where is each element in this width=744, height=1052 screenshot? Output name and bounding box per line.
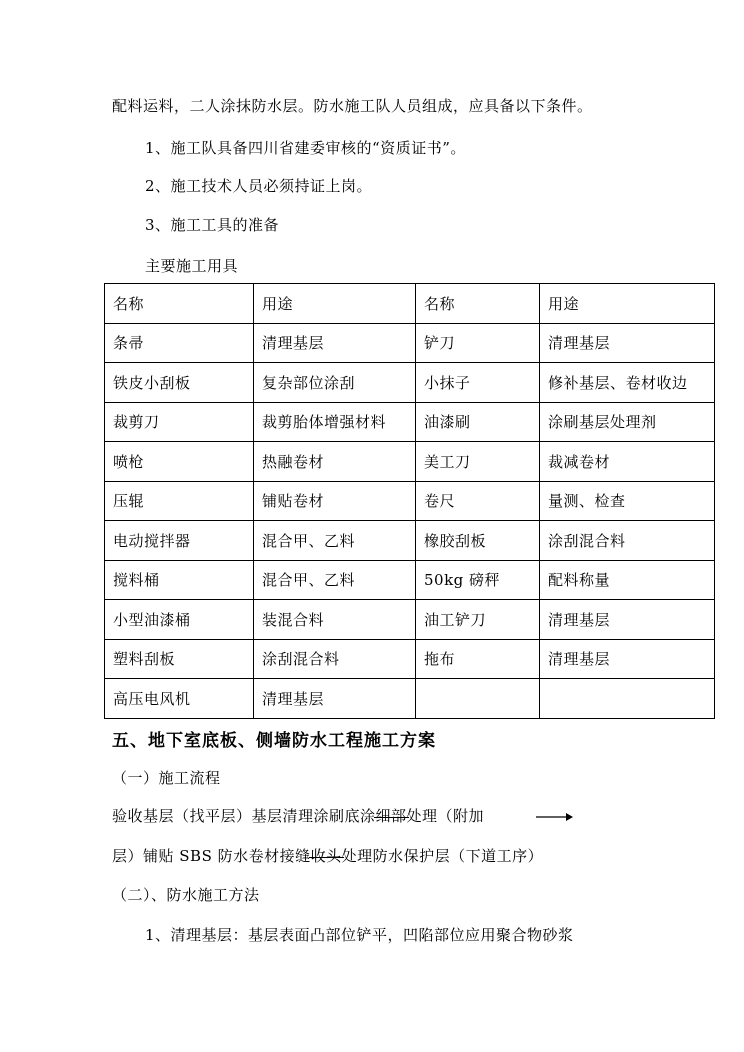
table-cell bbox=[416, 679, 540, 719]
section-heading: 五、地下室底板、侧墙防水工程施工方案 bbox=[112, 731, 436, 751]
table-row bbox=[105, 402, 715, 442]
table-cell: 量测、检查 bbox=[540, 481, 715, 521]
table-cell bbox=[540, 679, 715, 719]
flow-line-1-text-b: 处理（附加 bbox=[406, 807, 485, 825]
table-cell: 配料称量 bbox=[540, 560, 715, 600]
flow-line-1 bbox=[112, 806, 484, 826]
table-header-cell: 用途 bbox=[540, 284, 715, 324]
table-cell: 清理基层 bbox=[540, 323, 715, 363]
table-cell: 油漆刷 bbox=[416, 402, 540, 442]
table-cell: 铺贴卷材 bbox=[254, 481, 416, 521]
table-cell: 裁剪刀 bbox=[105, 402, 254, 442]
table-cell: 涂刷基层处理剂 bbox=[540, 402, 715, 442]
table-cell: 搅料桶 bbox=[105, 560, 254, 600]
table-caption: 主要施工用具 bbox=[145, 257, 239, 275]
table-cell: 裁剪胎体增强材料 bbox=[254, 402, 416, 442]
table-cell: 涂刮混合料 bbox=[540, 521, 715, 561]
table-cell: 清理基层 bbox=[254, 323, 416, 363]
table-cell: 清理基层 bbox=[540, 600, 715, 640]
table-cell: 美工刀 bbox=[416, 442, 540, 482]
table-cell: 涂刮混合料 bbox=[254, 639, 416, 679]
intro-paragraph: 配料运料，二人涂抹防水层。防水施工队人员组成，应具备以下条件。 bbox=[112, 97, 593, 115]
table-cell: 热融卷材 bbox=[254, 442, 416, 482]
table-cell: 复杂部位涂刮 bbox=[254, 363, 416, 403]
table-cell: 清理基层 bbox=[254, 679, 416, 719]
table-cell: 拖布 bbox=[416, 639, 540, 679]
method-step-1: 1、清理基层：基层表面凸部位铲平，凹陷部位应用聚合物砂浆 bbox=[145, 926, 574, 944]
flow-line-2-text-b: 处理防水保护层（下道工序） bbox=[341, 847, 544, 865]
table-header-cell: 名称 bbox=[416, 284, 540, 324]
table-row bbox=[105, 481, 715, 521]
table-cell: 橡胶刮板 bbox=[416, 521, 540, 561]
flow-line-2-text-a: 层）铺贴 SBS 防水卷材接缝 bbox=[112, 847, 311, 865]
subheading-process-flow: （一）施工流程 bbox=[112, 769, 221, 787]
table-row bbox=[105, 521, 715, 561]
table-cell: 小型油漆桶 bbox=[105, 600, 254, 640]
table-cell: 塑料刮板 bbox=[105, 639, 254, 679]
table-cell: 铁皮小刮板 bbox=[105, 363, 254, 403]
table-cell: 条帚 bbox=[105, 323, 254, 363]
table-row bbox=[105, 560, 715, 600]
flow-line-1-strikethrough: 细部 bbox=[375, 807, 407, 825]
subheading-method: （二）、防水施工方法 bbox=[112, 886, 260, 904]
condition-3: 3、施工工具的准备 bbox=[145, 216, 280, 234]
table-row bbox=[105, 679, 715, 719]
table-cell: 油工铲刀 bbox=[416, 600, 540, 640]
table-cell: 卷尺 bbox=[416, 481, 540, 521]
table-cell: 电动搅拌器 bbox=[105, 521, 254, 561]
table-cell: 混合甲、乙料 bbox=[254, 521, 416, 561]
table-cell: 高压电风机 bbox=[105, 679, 254, 719]
flow-line-2 bbox=[112, 846, 543, 866]
flow-line-2-strikethrough: 收头 bbox=[310, 847, 342, 865]
table-row bbox=[105, 323, 715, 363]
table-cell: 修补基层、卷材收边 bbox=[540, 363, 715, 403]
flow-arrow-icon bbox=[536, 811, 574, 823]
condition-1: 1、施工队具备四川省建委审核的“资质证书”。 bbox=[145, 139, 466, 157]
table-cell: 混合甲、乙料 bbox=[254, 560, 416, 600]
table-row bbox=[105, 600, 715, 640]
table-cell: 小抹子 bbox=[416, 363, 540, 403]
table-header-cell: 用途 bbox=[254, 284, 416, 324]
table-cell: 铲刀 bbox=[416, 323, 540, 363]
table-cell: 装混合料 bbox=[254, 600, 416, 640]
table-cell: 裁减卷材 bbox=[540, 442, 715, 482]
table-header-cell: 名称 bbox=[105, 284, 254, 324]
flow-line-1-text-a: 验收基层（找平层）基层清理涂刷底涂 bbox=[112, 807, 376, 825]
tools-table bbox=[104, 283, 715, 719]
table-header-row bbox=[105, 284, 715, 324]
table-cell: 50kg 磅秤 bbox=[416, 560, 540, 600]
table-row bbox=[105, 442, 715, 482]
table-cell: 喷枪 bbox=[105, 442, 254, 482]
table-cell: 清理基层 bbox=[540, 639, 715, 679]
tools-table-body bbox=[105, 284, 715, 719]
table-row bbox=[105, 363, 715, 403]
table-cell: 压辊 bbox=[105, 481, 254, 521]
condition-2: 2、施工技术人员必须持证上岗。 bbox=[145, 177, 373, 195]
table-row bbox=[105, 639, 715, 679]
